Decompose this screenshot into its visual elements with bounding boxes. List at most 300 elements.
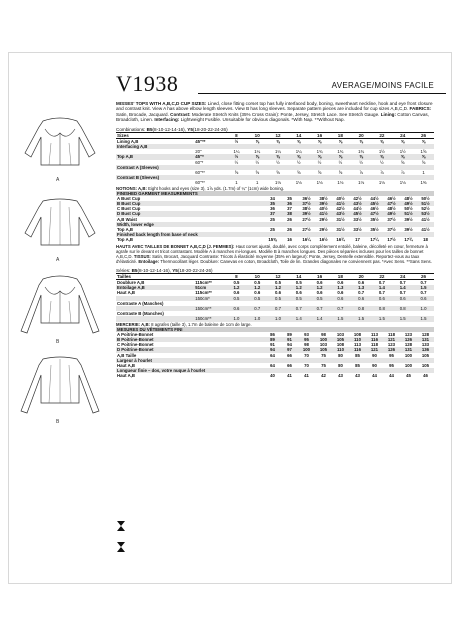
measurement-cell: 116	[366, 337, 383, 342]
yardage-cell: 1.2	[226, 285, 247, 290]
yardage-cell: 0.7	[330, 306, 351, 311]
fabric-width: 150cm**	[194, 316, 226, 321]
combo-y5-sizes: (18-20-22-24-26)	[192, 126, 228, 132]
yardage-cell: 0.7	[399, 279, 406, 285]
measurement-cell: 123	[387, 342, 396, 348]
measurement-row-label: Haut A,B	[117, 362, 135, 368]
yardage-cell: 1¼	[233, 149, 240, 155]
measurement-cell: 17¾	[404, 237, 413, 243]
yardage-cell: ⅝	[268, 154, 289, 159]
yardage-cell: 1¾	[316, 149, 323, 155]
measurement-cell: 47½	[366, 211, 383, 216]
size-header: 20	[351, 273, 372, 279]
measurement-row-label: Finished back length from base of neck	[116, 232, 264, 237]
measurements-table-en	[116, 191, 434, 243]
yardage-cell: 0.5	[288, 296, 309, 301]
measurement-cell: 48½	[387, 206, 396, 212]
measurement-cell: 16	[287, 237, 292, 243]
measurement-cell: 16½	[319, 237, 328, 243]
yardage-cell: ⅝	[297, 138, 301, 144]
body-shape-icons	[117, 521, 125, 563]
yardage-cell: 1.3	[351, 285, 372, 290]
measurement-cell: 85	[355, 362, 360, 368]
yardage-cell: ⅞	[359, 170, 363, 176]
description-fr-title: HAUTS AVEC TAILLES DE BONNET A,B,C,D (J. FEMMES):	[116, 243, 235, 249]
measurement-cell: 80	[338, 362, 343, 368]
measurement-cell: 47½	[383, 201, 400, 206]
yardage-cell: 1.4	[392, 285, 413, 290]
yardage-cell: 0.6	[316, 290, 323, 296]
measurement-cell: 16¼	[302, 237, 311, 243]
measurement-cell: 108	[353, 331, 362, 337]
size-header: 8	[226, 132, 247, 138]
yardage-cell: 0.8	[392, 306, 413, 311]
yardage-cell: 0.5	[233, 279, 240, 285]
measurement-cell: 126	[383, 347, 400, 352]
yardage-cell: ⅝	[234, 170, 239, 176]
yardage-cell: 1.0	[226, 316, 247, 321]
combo-b5-sizes: (8-10-12-14-16),	[152, 126, 186, 132]
measurement-cell: 33½	[353, 227, 362, 233]
measurement-row-label: B Bust Cup	[116, 201, 264, 206]
measurement-cell: 121	[366, 347, 383, 352]
measurement-cell: 108	[336, 342, 345, 348]
yardage-cell: 0.6	[392, 296, 413, 301]
series-b5-sizes: (8-10-12-14-16),	[137, 267, 171, 273]
size-header: 22	[372, 273, 393, 279]
sketch-view-a-back	[15, 193, 105, 263]
yardage-cell: 0.5	[309, 296, 330, 301]
measurement-cell: 66	[287, 362, 292, 368]
measurement-cell: 44½	[353, 206, 362, 212]
mercerie-label: MERCERIE: A,B:	[116, 321, 150, 327]
yardage-row-label: Haut A,B	[117, 290, 135, 296]
yardage-cell: 1⅛	[337, 180, 344, 186]
yardage-cell: 1.2	[309, 285, 330, 290]
yardage-cell: 0.6	[275, 290, 281, 296]
fabric-width: 51cm	[194, 285, 226, 290]
sketch-label: B	[56, 419, 60, 425]
yardage-row-label: Contraste B (Manches)	[117, 311, 164, 317]
yardage-cell: 0.8	[351, 306, 372, 311]
measurement-cell: 105	[421, 352, 430, 358]
yardage-cell: ⅝	[255, 170, 260, 176]
yardage-cell: 1.5	[413, 285, 434, 290]
yardage-cell: 0.6	[233, 290, 240, 296]
yardage-cell: 1.4	[288, 316, 309, 321]
yardage-cell: ⅝	[288, 154, 309, 159]
sketch-label: A	[56, 177, 60, 183]
measurement-cell: 93	[304, 331, 309, 337]
yardage-cell: 0.6	[337, 290, 344, 296]
measurement-cell: 110	[349, 337, 366, 342]
yardage-cell: 1½	[399, 149, 406, 155]
measurement-cell: 39½	[298, 211, 315, 216]
measurement-cell: 43	[355, 373, 360, 379]
size-header: 26	[413, 273, 434, 279]
measurement-cell: 51½	[400, 211, 417, 216]
measurement-cell: 91	[281, 337, 298, 342]
sketch-view-b-back	[15, 351, 105, 425]
size-header: 10	[247, 132, 268, 138]
measurement-row-label: C Bust Cup	[117, 206, 141, 212]
size-header: 24	[392, 132, 413, 138]
description-en	[116, 101, 434, 123]
measurement-cell: 133	[421, 342, 430, 348]
measurement-cell: 45	[406, 373, 411, 379]
measurement-cell: 105	[332, 337, 349, 342]
fabric-width: 60"**	[195, 180, 205, 186]
sketch-label: B	[56, 339, 60, 345]
measurements-table-fr	[116, 327, 434, 379]
measurement-cell: 33½	[353, 216, 362, 222]
header	[116, 71, 446, 97]
yardage-cell: 0.6	[330, 296, 351, 301]
difficulty-label: AVERAGE/MOINS FACILE	[331, 81, 434, 90]
yardage-row-label: Lining A,B	[117, 138, 139, 144]
measurement-cell: 110	[332, 347, 349, 352]
yardage-row-label: Doublure A,B	[117, 279, 145, 285]
measurement-cell: 31½	[336, 216, 345, 222]
measurement-cell: 118	[371, 342, 378, 348]
yardage-cell: ⅝	[421, 159, 426, 165]
entoilage-label: Entoilage:	[137, 258, 160, 264]
yardage-cell: 0.7	[288, 306, 309, 311]
yardage-cell: 0.5	[295, 279, 302, 285]
yardage-cell: 0.5	[226, 296, 247, 301]
yardage-cell: ½	[234, 159, 239, 165]
series-y5: Y5	[172, 267, 178, 273]
measurement-cell: 128	[421, 331, 430, 337]
measurement-cell: 39½	[404, 227, 413, 233]
yardage-cell: ⅝	[359, 138, 363, 144]
yardage-cell: ½	[234, 138, 239, 144]
yardage-cell: 0.7	[309, 306, 330, 311]
measurement-cell: 70	[304, 352, 309, 358]
description-fr-body: Haut corset ajusté, doublé, avec corps complètement entoilé, baleine, décolleté en cœur, fermeture à agrafe sur le devant et tricot contrastant. Modèle A à manches mi-longues. Modèle B à manches longues. Des pièces séparées incluses pour les tailles de bonnet A,B,C,D.	[116, 243, 428, 259]
technical-sketches	[9, 113, 111, 583]
contrast-text: Moderate Stretch Knits (35% Cross Grain): Ponte, Jersey, Stretch Lace. See Stretch Gauge.	[190, 111, 380, 117]
yardage-cell: ½	[359, 159, 363, 165]
tissus-label: TISSUS:	[132, 253, 151, 259]
yardage-cell: 1.2	[247, 285, 268, 290]
measurement-cell: 64	[270, 352, 275, 358]
measurement-cell: 70	[304, 362, 309, 368]
yardage-cell: ⅝	[309, 154, 330, 159]
fabric-width: 115cm**	[195, 279, 212, 285]
yardage-cell: 0.5	[254, 279, 261, 285]
yardage-cell: 0.5	[268, 296, 289, 301]
series-label: Séries:	[116, 267, 131, 273]
description-title: MISSES' TOPS WITH A,B,C,D CUP SIZES:	[116, 101, 207, 106]
description-body: Lined, close fitting corset top has fully interfaced body, boning, sweetheart neckline, hook and eye front closure and contrast knit. View A has above elbow length sleeves. View B has long sleeves. Separate pattern pieces are included for cup sizes A,B,C,D.	[116, 101, 433, 112]
measurement-cell: 27½	[302, 216, 311, 222]
yardage-cell: 0.7	[268, 306, 289, 311]
pattern-envelope-back	[8, 52, 452, 584]
size-header: 10	[247, 273, 268, 279]
yardage-cell: ½	[226, 154, 247, 159]
measurement-cell: 40½	[319, 206, 328, 212]
measurement-row-label: Top A,B	[117, 227, 133, 233]
measurement-cell: 136	[417, 347, 434, 352]
measurement-row-label: D Bust Cup	[116, 211, 264, 216]
fabric-width: 45"*	[194, 154, 226, 159]
fabric-width: 60"**	[195, 170, 205, 176]
measurement-cell: 80	[338, 352, 343, 358]
measurement-cell: 46½	[370, 206, 379, 212]
notions-text: Eight hooks and eyes (size 3), 1⅞ yds. (1.7m) of ¼" (1cm) wide boning.	[146, 185, 285, 191]
measurement-cell: 18	[423, 237, 428, 243]
yardage-cell: 1⅛	[358, 180, 365, 186]
fabrics-text: Satin, Brocade, Jacquard.	[116, 111, 169, 117]
yardage-cell: ⅞	[400, 170, 405, 176]
measurement-cell: 95	[389, 352, 394, 358]
size-header: 14	[288, 273, 309, 279]
measurement-row-label: A Poitrine-Bonnet	[117, 331, 154, 337]
measurement-cell: 66	[287, 352, 292, 358]
yardage-cell: 1⅜	[420, 180, 427, 186]
size-header: 24	[392, 273, 413, 279]
measurement-cell: 52½	[421, 206, 430, 212]
measurement-cell: 118	[388, 331, 395, 337]
yardage-cell: ⅝	[338, 138, 343, 144]
yardage-cell: ⅝	[372, 154, 393, 159]
measurement-cell: 15⅝	[268, 237, 277, 243]
size-header: 12	[268, 273, 289, 279]
yardage-cell: 0.6	[316, 279, 323, 285]
yardage-cell: ⅝	[421, 138, 426, 144]
yardage-cell: 1	[422, 170, 425, 176]
measurement-cell: 43½	[332, 211, 349, 216]
measurements-title: MESURES DU VÊTEMENTS FINI	[116, 327, 434, 332]
measurement-row-label: Longueur finie – dos, votre nuque à l'ourlet	[116, 368, 264, 373]
measurement-cell: 44½	[370, 195, 379, 201]
yardage-cell: ⅝	[255, 138, 260, 144]
measurement-cell: 40	[270, 373, 275, 379]
contrast-label: Contrast:	[168, 111, 191, 117]
description-fr	[116, 244, 434, 264]
hourglass-icon	[117, 542, 125, 552]
measurement-cell: 44	[389, 373, 394, 379]
yardage-cell: 0.6	[351, 296, 372, 301]
yardage-cell: ⅝	[338, 170, 343, 176]
size-header: 16	[309, 132, 330, 138]
measurement-cell: 45½	[349, 211, 366, 216]
measurement-cell: 35½	[370, 227, 379, 233]
measurement-cell: 131	[417, 337, 434, 342]
measurement-cell: 89	[287, 331, 292, 337]
yardage-row-label: Contrast B (Sleeves)	[116, 175, 194, 180]
measurement-cell: 41½	[315, 211, 332, 216]
yardage-cell: ⅝	[380, 138, 384, 144]
yardage-cell: 1⅝	[420, 149, 427, 155]
series-y5-sizes: (18-20-22-24-26)	[177, 267, 213, 273]
yardage-cell: 0.7	[399, 290, 406, 296]
measurement-cell: 38½	[302, 206, 311, 212]
yardage-cell: 1⅛	[378, 180, 385, 186]
measurement-row-label: A,B Taille	[117, 352, 137, 358]
sketch-view-a-front	[15, 113, 105, 183]
measurement-cell: 121	[383, 337, 400, 342]
measurement-cell: 38	[281, 211, 298, 216]
yardage-cell: 1	[235, 180, 238, 186]
combo-y5: Y5	[187, 126, 193, 132]
yardage-cell: ⅝	[276, 138, 280, 144]
yardage-cell: ⅝	[392, 154, 413, 159]
yardage-cell: ⅝	[330, 154, 351, 159]
yardage-cell: 1⅛	[295, 180, 302, 186]
yardage-cell: ⅝	[297, 170, 301, 176]
yardage-cell: 1.5	[392, 316, 413, 321]
yardage-cell: ½	[297, 159, 301, 165]
yardage-cell: ⅞	[380, 170, 384, 176]
series-b5: B5	[131, 267, 138, 273]
measurement-row-label: Largeur à l'ourlet	[116, 358, 264, 363]
measurement-cell: 105	[315, 347, 332, 352]
yardage-cell: ⅝	[400, 138, 405, 144]
yardage-cell: 0.7	[378, 279, 385, 285]
yardage-cell: 1¼	[254, 149, 261, 155]
measurement-cell: 39½	[315, 201, 332, 206]
measurement-cell: 36	[281, 201, 298, 206]
measurement-cell: 31½	[336, 227, 345, 233]
measurement-cell: 36	[270, 206, 275, 212]
interfacing-text: Lightweight Fusible. Unsuitable for obvious diagonals. *With Nap. **Without Nap.	[179, 117, 345, 123]
measurement-cell: 37½	[387, 227, 396, 233]
yardage-cell: 1.5	[372, 316, 393, 321]
measurement-row-label: A Bust Cup	[117, 195, 141, 201]
yardage-table-en	[116, 132, 434, 186]
size-header: 14	[288, 132, 309, 138]
measurement-row-label: B Poitrine-Bonnet	[116, 337, 264, 342]
fabric-width: 150cm**	[194, 306, 226, 311]
yardage-cell: ½	[255, 159, 260, 165]
measurement-cell: 36½	[302, 195, 311, 201]
yardage-cell: 1.0	[268, 316, 289, 321]
fabric-width: 60"*	[195, 159, 204, 165]
yardage-cell: 1.0	[247, 316, 268, 321]
measurement-row-label: A,B Waist	[117, 216, 137, 222]
measurement-cell: 89	[264, 337, 281, 342]
measurement-cell: 43½	[349, 201, 366, 206]
yardage-row-label: Entoilage A,B	[116, 285, 194, 290]
yardage-cell: 1¾	[358, 149, 365, 155]
yardage-cell: 1¾	[337, 149, 344, 155]
measurement-cell: 35½	[370, 216, 379, 222]
fabric-width: 150cm*	[194, 296, 226, 301]
measurement-cell: 42	[321, 373, 326, 379]
measurement-cell: 38½	[319, 195, 328, 201]
sizes-label: Tailles	[116, 273, 194, 279]
lining-label: Lining:	[379, 111, 397, 117]
measurement-cell: 43	[338, 373, 343, 379]
measurement-cell: 41½	[421, 227, 430, 233]
measurement-cell: 86	[270, 331, 275, 337]
measurement-row	[116, 237, 434, 242]
measurement-cell: 41	[304, 373, 309, 379]
yardage-cell: 0.6	[295, 290, 302, 296]
measurement-cell: 53½	[417, 211, 434, 216]
size-header: 18	[330, 132, 351, 138]
measurement-cell: 75	[321, 352, 326, 358]
yardage-cell: 1¼	[295, 149, 302, 155]
measurement-cell: 95	[389, 362, 394, 368]
yardage-cell: ½	[338, 159, 343, 165]
yardage-cell: 0.6	[358, 279, 365, 285]
size-header: 12	[268, 132, 289, 138]
measurement-cell: 25	[270, 216, 275, 222]
yardage-cell: 1⅛	[275, 180, 281, 186]
size-header: 16	[309, 273, 330, 279]
yardage-cell: ⅝	[351, 154, 372, 159]
measurement-cell: 45½	[366, 201, 383, 206]
notions-label: NOTIONS: A,B:	[116, 185, 147, 191]
yardage-cell: 1.2	[268, 285, 289, 290]
lining-text: Cotton Canvas, Broadcloth, Linen.	[116, 111, 429, 123]
yardage-row-label: Top A,B	[116, 154, 194, 159]
yardage-cell: 0.7	[420, 279, 427, 285]
measurement-cell: 44	[372, 373, 377, 379]
measurement-row-label: D Poitrine-Bonnet	[116, 347, 264, 352]
measurement-cell: 17½	[387, 237, 396, 243]
yardage-cell: 0.5	[275, 279, 281, 285]
measurement-row	[116, 373, 434, 378]
measurement-cell: 46	[423, 373, 428, 379]
yardage-cell: 0.7	[378, 290, 385, 296]
measurement-cell: 17	[355, 237, 360, 243]
yardage-row-label: Contrast A (Sleeves)	[116, 165, 194, 170]
size-header: 18	[330, 273, 351, 279]
yardage-cell: 0.7	[358, 290, 365, 296]
yardage-cell: ⅝	[400, 159, 405, 165]
yardage-cell: 1.4	[372, 285, 393, 290]
measurement-cell: 97	[281, 347, 298, 352]
fabrics-label: FABRICS:	[408, 106, 432, 112]
measurement-cell: 51½	[417, 201, 434, 206]
yardage-cell: 1.0	[413, 306, 434, 311]
measurement-cell: 91	[270, 342, 275, 348]
measurement-cell: 37½	[387, 216, 396, 222]
entoilage-text: Thermocollant léger. Doublure: Canevas en coton, Broadcloth, Toile de lin. Grandes diagonales ne conviennent pas. *Avec Sens. **Sans Sens.	[159, 258, 432, 264]
hourglass-icon	[117, 521, 125, 531]
yardage-cell: 0.6	[226, 306, 247, 311]
measurement-cell: 42½	[336, 206, 345, 212]
size-header: 20	[351, 132, 372, 138]
measurement-cell: 75	[321, 362, 326, 368]
yardage-cell: ⅝	[247, 154, 268, 159]
measurement-cell: 90	[372, 362, 377, 368]
pattern-number: V1938	[116, 71, 179, 96]
measurement-cell: 27½	[302, 227, 311, 233]
size-header: 26	[413, 132, 434, 138]
measurement-cell: 98	[304, 342, 309, 348]
measurement-cell: 34	[270, 195, 275, 201]
mercerie-text: 8 agrafes (taille 3), 1.7m de baleine de 1cm de large.	[149, 321, 252, 327]
measurement-cell: 41½	[332, 201, 349, 206]
yardage-cell: 1.4	[309, 316, 330, 321]
measurement-cell: 25	[270, 227, 275, 233]
yardage-cell: ⅝	[317, 138, 322, 144]
yardage-cell: 0.7	[247, 306, 268, 311]
measurement-cell: 41½	[421, 216, 430, 222]
measurement-cell: 123	[404, 331, 413, 337]
measurement-cell: 98	[321, 331, 326, 337]
yardage-cell: 1¼	[275, 149, 281, 155]
measurement-cell: 113	[371, 331, 378, 337]
yardage-cell: 0.5	[247, 296, 268, 301]
combo-b5: B5	[146, 126, 153, 132]
yardage-cell: 1.5	[413, 316, 434, 321]
